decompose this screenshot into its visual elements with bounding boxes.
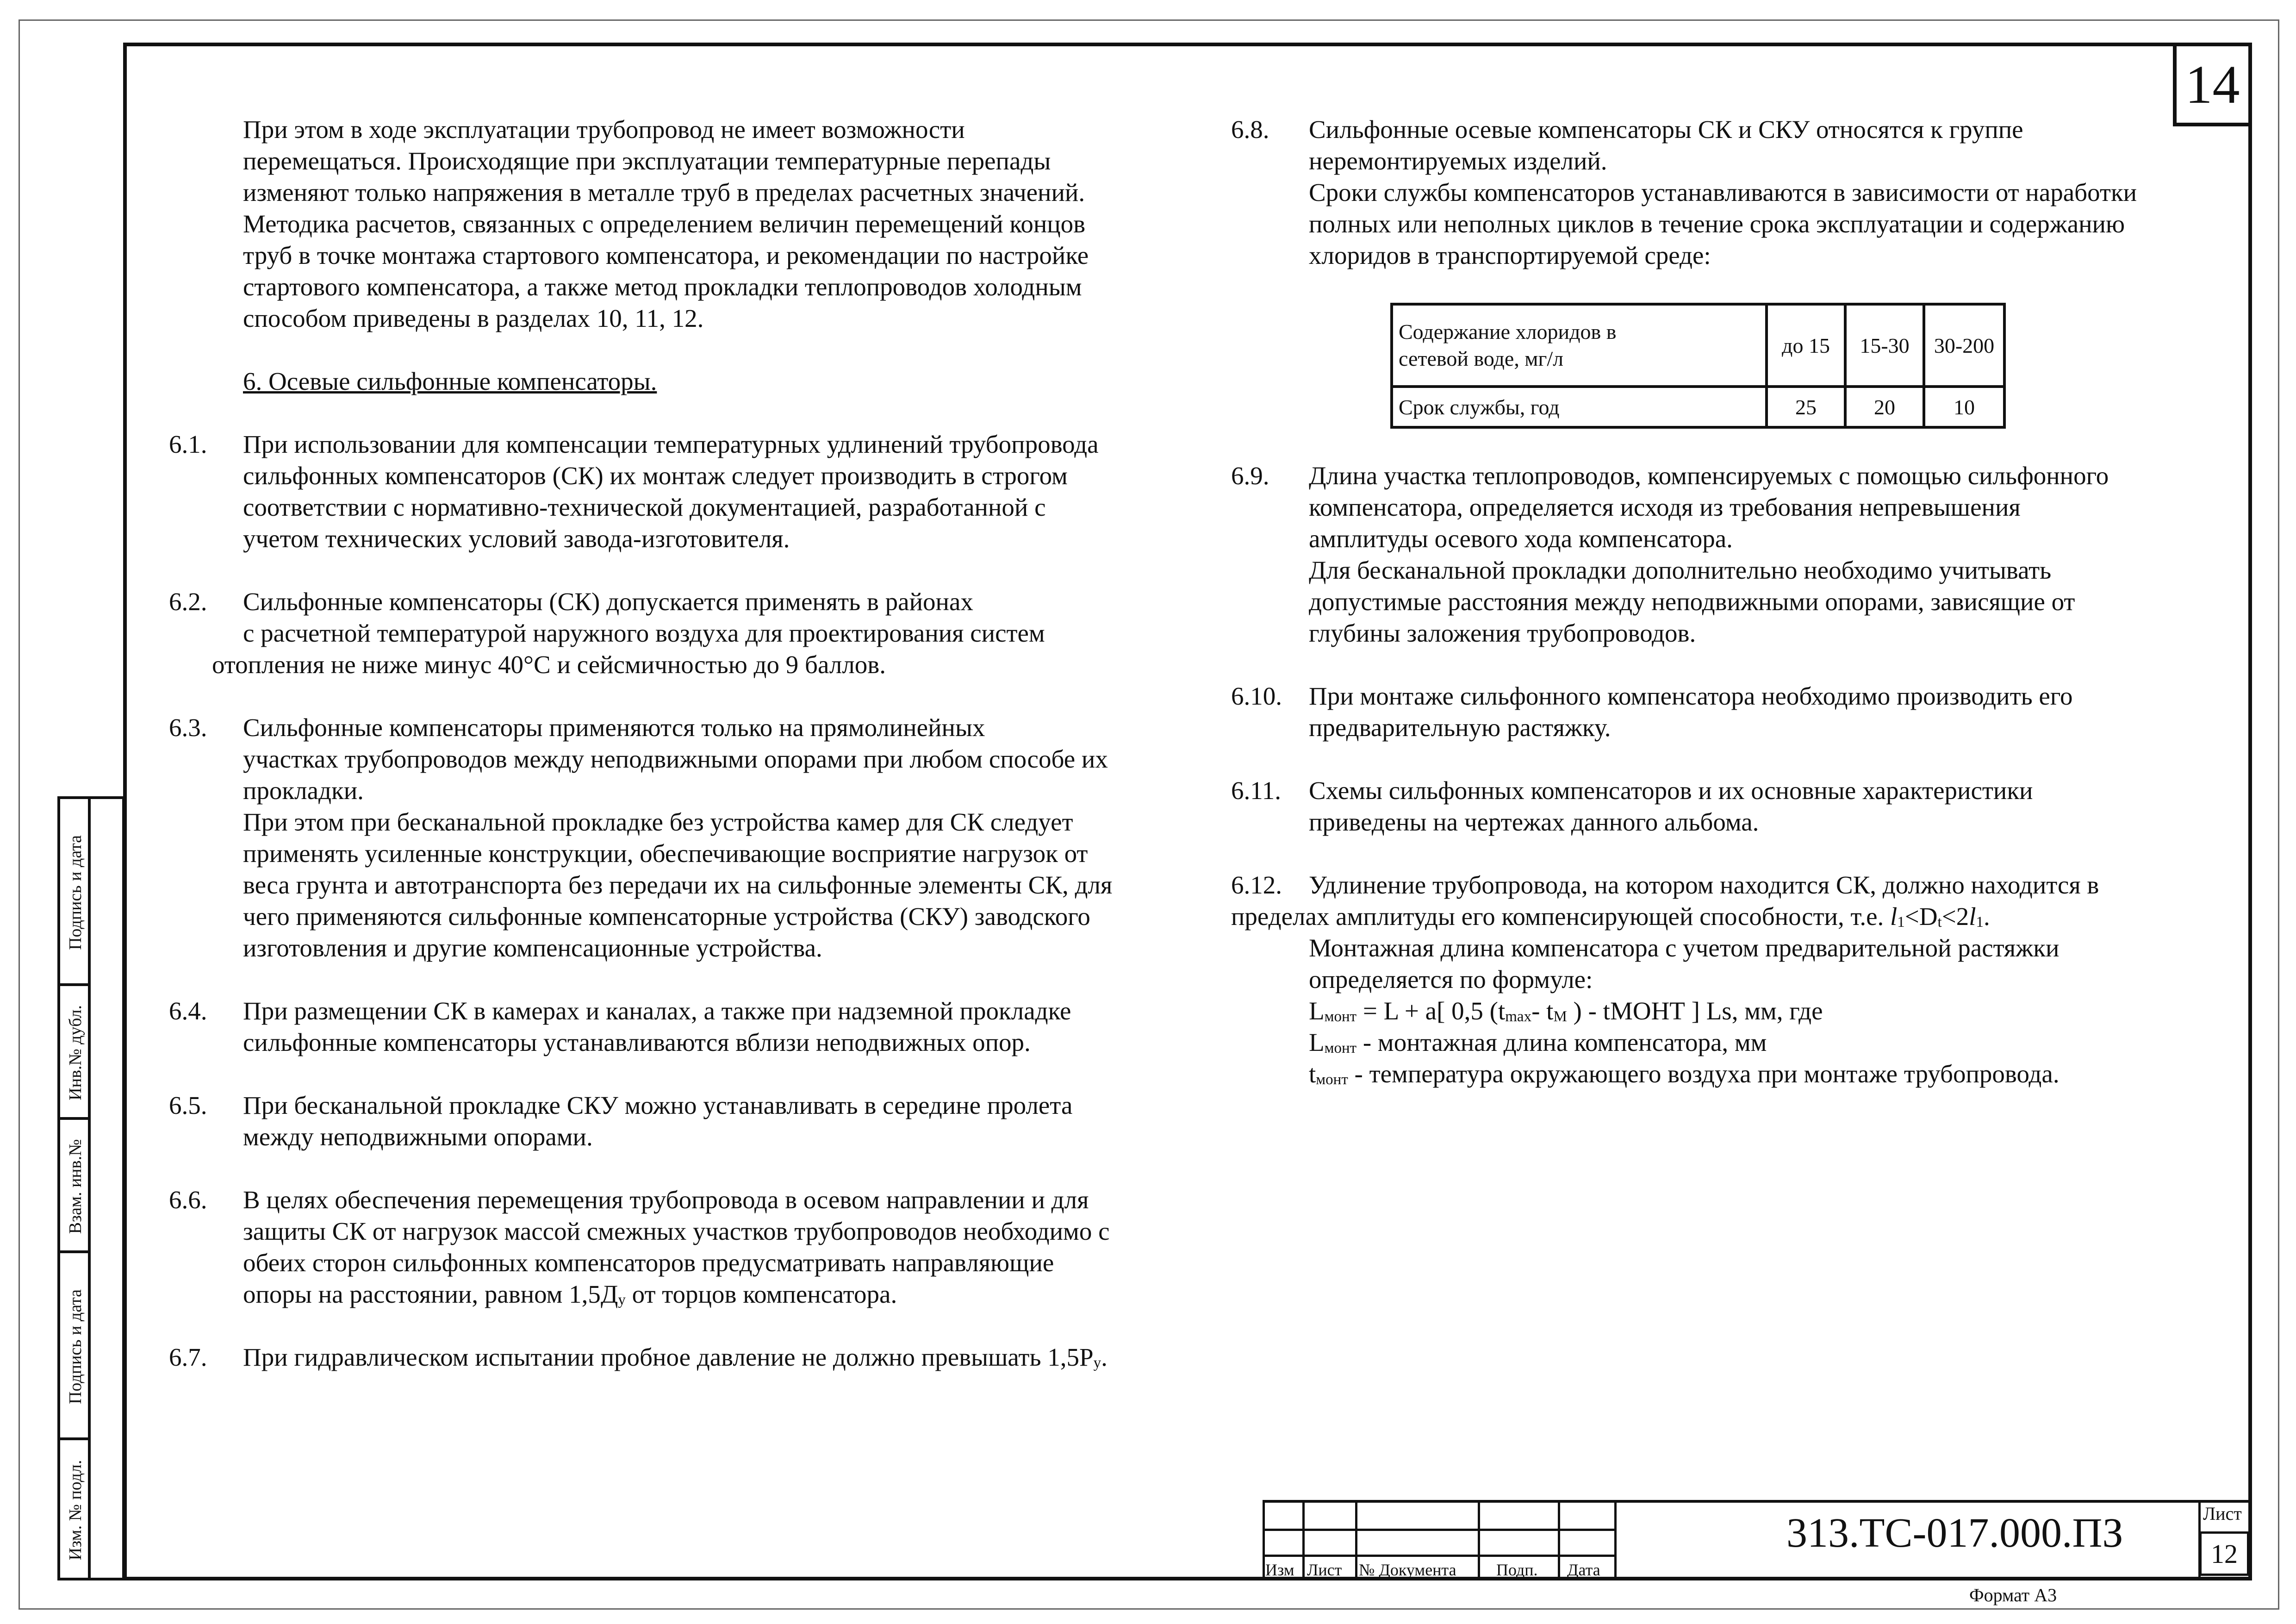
text-line: полных или неполных циклов в течение срока эксплуатации и содержанию [1309,210,2125,238]
text-line: глубины заложения трубопроводов. [1309,619,1696,647]
text-line: изготовления и другие компенсационные устройства. [243,934,822,962]
clause-number: 6.4. [169,997,207,1025]
clause-number: 6.10. [1231,682,1282,710]
tb-line [1355,1503,1357,1580]
text-line: участках трубопроводов между неподвижными опорами при любом способе их [243,745,1108,773]
text-line: При монтаже сильфонного компенсатора необходимо производить его [1309,682,2073,710]
text-line: допустимые расстояния между неподвижными опорами, зависящие от [1309,587,2075,616]
stamp-cell [60,1440,91,1580]
text-line: применять усиленные конструкции, обеспечивающие восприятие нагрузок от [243,839,1088,868]
text-line: При размещении СК в камерах и каналах, а также при надземной прокладке [243,997,1071,1025]
text-line: Методика расчетов, связанных с определением величин перемещений концов [243,210,1086,238]
text-line: амплитуды осевого хода компенсатора. [1309,525,1733,553]
tb-line [1263,1555,1614,1557]
text-line: При этом в ходе эксплуатации трубопровод не имеет возможности [243,115,965,144]
table-range: до 15 [1767,304,1845,387]
tb-header: Изм [1265,1561,1294,1579]
format-label: Формат А3 [1969,1585,2057,1605]
text-line: опоры на расстоянии, равном 1,5Ду от торцов компенсатора. [243,1280,897,1308]
table-cell: 20 [1845,387,1924,427]
text-line: стартового компенсатора, а также метод прокладки теплопроводов холодным [243,273,1082,301]
text-line: отопления не ниже минус 40°С и сейсмичностью до 9 баллов. [212,650,886,679]
tb-line [1478,1503,1480,1580]
table-range: 30-200 [1924,304,2004,387]
text-line: Сроки службы компенсаторов устанавливаются в зависимости от наработки [1309,178,2137,206]
page-number: 14 [2173,43,2252,126]
text-line: При гидравлическом испытании пробное давление не должно превышать 1,5Ру. [243,1343,1108,1371]
text-line: сильфонных компенсаторов (СК) их монтаж следует производить в строгом [243,462,1068,490]
text-line: изменяют только напряжения в металле труб в пределах расчетных значений. [243,178,1085,206]
stamp-label: Подпись и дата [66,1289,85,1405]
text-line: сильфонные компенсаторы устанавливаются вблизи неподвижных опор. [243,1028,1031,1056]
clause-number: 6.7. [169,1343,207,1371]
clause-number: 6.12. [1231,871,1282,899]
tb-line [1558,1503,1560,1580]
text-line: Lмонт - монтажная длина компенсатора, мм [1309,1028,1767,1056]
text-line: Сильфонные компенсаторы (СК) допускается применять в районах [243,587,973,616]
tb-line [1614,1503,1617,1580]
table-cell: 25 [1767,387,1845,427]
text-line: При этом при бесканальной прокладке без устройства камер для СК следует [243,808,1073,836]
stamp-label: Инв.№ дубл. [66,1005,85,1100]
text-line: Длина участка теплопроводов, компенсируемых с помощью сильфонного [1309,462,2109,490]
clause-number: 6.9. [1231,462,1269,490]
text-line: защиты СК от нагрузок массой смежных участков трубопроводов необходимо с [243,1217,1110,1245]
table-cell: 10 [1924,387,2004,427]
table-range: 15-30 [1845,304,1924,387]
text-line: перемещаться. Происходящие при эксплуатации температурные перепады [243,147,1051,175]
text-line: пределах амплитуды его компенсирующей способности, т.е. l1<Dt<2l1. [1231,902,1990,931]
text-line: способом приведены в разделах 10, 11, 12. [243,304,704,332]
chloride-lifetime-table [1390,303,2006,429]
text-line: учетом технических условий завода-изготовителя. [243,525,790,553]
text-line: Сильфонные осевые компенсаторы СК и СКУ относятся к группе [1309,115,2023,144]
tb-header: Подп. [1496,1561,1538,1579]
tb-line [1263,1503,1265,1580]
sheet-number: 12 [2199,1531,2249,1576]
text-line: tмонт - температура окружающего воздуха при монтаже трубопровода. [1309,1060,2060,1088]
clause-number: 6.6. [169,1186,207,1214]
tb-header: № Документа [1359,1561,1456,1579]
sheet-label: Лист [2203,1503,2242,1524]
stamp-cell [60,986,91,1120]
table-header-label: Содержание хлоридов в сетевой воде, мг/л [1392,304,1767,387]
text-line: Сильфонные компенсаторы применяются только на прямолинейных [243,713,985,742]
text-line: Для бесканальной прокладки дополнительно необходимо учитывать [1309,556,2052,584]
clause-number: 6.3. [169,713,207,742]
stamp-cell [60,799,91,986]
text-line: соответствии с нормативно-технической документацией, разработанной с [243,493,1046,521]
text-line: Схемы сильфонных компенсаторов и их основные характеристики [1309,776,2033,805]
stamp-label: Взам. инв.№ [66,1139,85,1234]
clause-number: 6.11. [1231,776,1281,805]
formula-line: Lмонт = L + a[ 0,5 (tmax- tМ ) - tМОНТ ] Ls, мм, где [1309,997,1823,1025]
text-line: Удлинение трубопровода, на котором находится СК, должно находится в [1309,871,2099,899]
tb-line [1302,1503,1305,1580]
clause-number: 6.8. [1231,115,1269,144]
tb-header: Дата [1567,1561,1600,1579]
section-heading: 6. Осевые сильфонные компенсаторы. [243,367,657,395]
text-line: хлоридов в транспортируемой среде: [1309,241,1711,269]
text-line: определяется по формуле: [1309,965,1593,993]
text-line: труб в точке монтажа стартового компенсатора, и рекомендации по настройке [243,241,1089,269]
text-line: с расчетной температурой наружного воздуха для проектирования систем [243,619,1045,647]
text-line: предварительную растяжку. [1309,713,1611,742]
text-line: Монтажная длина компенсатора с учетом предварительной растяжки [1309,934,2060,962]
document-code: 313.ТС-017.000.ПЗ [1786,1510,2123,1556]
text-line: В целях обеспечения перемещения трубопровода в осевом направлении и для [243,1186,1089,1214]
stamp-cell [60,1120,91,1253]
stamp-label: Подпись и дата [66,835,85,950]
clause-number: 6.2. [169,587,207,616]
margin-stamp-strip [57,796,125,1580]
tb-line [1263,1529,1614,1531]
text-line: При бесканальной прокладке СКУ можно устанавливать в середине пролета [243,1091,1073,1119]
text-line: прокладки. [243,776,364,805]
text-line: обеих сторон сильфонных компенсаторов предусматривать направляющие [243,1249,1054,1277]
clause-number: 6.1. [169,430,207,458]
text-line: между неподвижными опорами. [243,1123,593,1151]
text-line: приведены на чертежах данного альбома. [1309,808,1759,836]
clause-number: 6.5. [169,1091,207,1119]
text-line: веса грунта и автотранспорта без передачи их на сильфонные элементы СК, для [243,871,1113,899]
text-line: чего применяются сильфонные компенсаторные устройства (СКУ) заводского [243,902,1090,931]
table-row [1392,304,2004,387]
stamp-cell [60,1253,91,1440]
table-row-label: Срок службы, год [1392,387,1767,427]
stamp-label: Изм. № подл. [66,1460,85,1561]
tb-header: Лист [1307,1561,1342,1579]
text-line: неремонтируемых изделий. [1309,147,1607,175]
text-line: компенсатора, определяется исходя из требования непревышения [1309,493,2021,521]
table-row [1392,387,2004,427]
text-line: При использовании для компенсации температурных удлинений трубопровода [243,430,1099,458]
